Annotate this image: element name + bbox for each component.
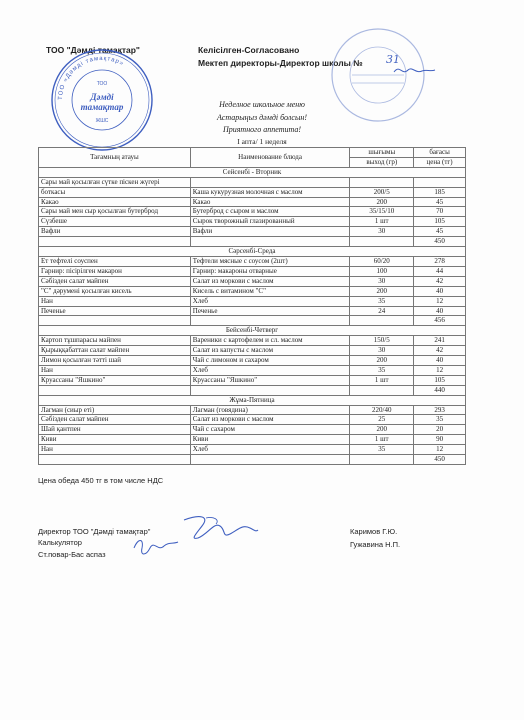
- dish-ru: Хлеб: [190, 296, 350, 306]
- dish-price: 70: [414, 207, 466, 217]
- total-empty: [190, 385, 350, 395]
- table-row: [39, 445, 466, 455]
- dish-price: 40: [414, 306, 466, 316]
- dish-price: 185: [414, 187, 466, 197]
- stamp-bottom: ЖШС: [95, 118, 109, 124]
- dish-kz: Печенье: [39, 306, 191, 316]
- total-empty: [350, 455, 414, 465]
- dish-kz: Киви: [39, 435, 191, 445]
- dish-kz: Нан: [39, 296, 191, 306]
- dish-price: 40: [414, 286, 466, 296]
- day-row: [39, 395, 466, 405]
- sig-director-title: Директор ТОО "Дәмді тамақтар": [38, 527, 151, 536]
- table-row: [39, 306, 466, 316]
- dish-price: 278: [414, 256, 466, 266]
- dish-output: 30: [350, 276, 414, 286]
- table-row: [39, 217, 466, 227]
- dish-kz: Сүзбеше: [39, 217, 191, 227]
- dish-ru: Чай с сахаром: [190, 425, 350, 435]
- stamp-ring-text: ТОО «Дәмді тамақтар»: [57, 55, 125, 101]
- dish-kz: Картоп тұшпарасы майпен: [39, 336, 191, 346]
- agreed-label: Келісілген-Согласовано: [198, 45, 300, 55]
- dish-kz: Вафли: [39, 227, 191, 237]
- table-row: [39, 266, 466, 276]
- col-header-price-ru: цена (тг): [414, 157, 466, 167]
- dish-ru: Хлеб: [190, 365, 350, 375]
- table-row: [39, 425, 466, 435]
- signature-director: [180, 512, 260, 544]
- dish-ru: Кисель с витамином "С": [190, 286, 350, 296]
- day-row: [39, 326, 466, 336]
- dish-price: 42: [414, 276, 466, 286]
- dish-kz: Круассаны "Яшкино": [39, 375, 191, 385]
- dish-price: 105: [414, 375, 466, 385]
- dish-output: 35: [350, 365, 414, 375]
- total-empty: [190, 455, 350, 465]
- dish-output: 200/5: [350, 187, 414, 197]
- menu-title: Неделное школьное меню: [219, 100, 305, 109]
- director-line: Мектеп директоры-Директор школы №: [198, 58, 363, 68]
- dish-kz: Лагман (сиыр еті): [39, 405, 191, 415]
- dish-output: 1 шт: [350, 375, 414, 385]
- dish-price: 12: [414, 296, 466, 306]
- dish-price: 20: [414, 425, 466, 435]
- dish-price: 40: [414, 356, 466, 366]
- total-empty: [39, 385, 191, 395]
- dish-price: 241: [414, 336, 466, 346]
- dish-output: 200: [350, 425, 414, 435]
- dish-ru: Салат из моркови с маслом: [190, 276, 350, 286]
- day-name: Сәрсенбі-Среда: [39, 247, 466, 257]
- day-row: [39, 247, 466, 257]
- table-row: [39, 365, 466, 375]
- day-row: [39, 167, 466, 177]
- dish-kz: "С" дәрумені қосылған кисель: [39, 286, 191, 296]
- dish-output: 1 шт: [350, 217, 414, 227]
- dish-price: 293: [414, 405, 466, 415]
- dish-output: 35: [350, 296, 414, 306]
- total-empty: [190, 237, 350, 247]
- dish-ru: Хлеб: [190, 445, 350, 455]
- dish-output: 220/40: [350, 405, 414, 415]
- signature-calculator: [130, 534, 182, 560]
- dish-ru: Каша кукурузная молочная с маслом: [190, 187, 350, 197]
- total-empty: [350, 316, 414, 326]
- stamp-center2: тамақтар: [80, 102, 124, 112]
- table-row: [39, 296, 466, 306]
- dish-ru: Салат из капусты с маслом: [190, 346, 350, 356]
- sig-cook-title: Ст.повар-Бас аспаз: [38, 550, 106, 559]
- day-total: 450: [414, 455, 466, 465]
- wish-ru: Приятного аппетита!: [222, 125, 302, 134]
- total-row: [39, 316, 466, 326]
- table-row: [39, 256, 466, 266]
- dish-kz: боткасы: [39, 187, 191, 197]
- table-row: [39, 346, 466, 356]
- dish-ru: Круассаны "Яшкино": [190, 375, 350, 385]
- director-signature: [392, 62, 437, 78]
- dish-kz: Нан: [39, 365, 191, 375]
- wish-kz: Астарыңыз дәмді болсын!: [217, 113, 307, 122]
- col-header-output-ru: выход (гр): [350, 157, 414, 167]
- day-name: Жұма-Пятница: [39, 395, 466, 405]
- table-row: [39, 177, 466, 187]
- total-row: [39, 455, 466, 465]
- total-empty: [350, 237, 414, 247]
- dish-output: [350, 177, 414, 187]
- day-total: 450: [414, 237, 466, 247]
- dish-ru: [190, 177, 350, 187]
- dish-price: 105: [414, 217, 466, 227]
- dish-output: 200: [350, 356, 414, 366]
- day-total: 456: [414, 316, 466, 326]
- total-empty: [39, 455, 191, 465]
- dish-ru: Гарнир: макароны отварные: [190, 266, 350, 276]
- dish-kz: Сары май қосылған сүтке піскен жүгері: [39, 177, 191, 187]
- table-row: [39, 415, 466, 425]
- total-empty: [39, 316, 191, 326]
- day-total: 440: [414, 385, 466, 395]
- day-name: Сейсенбі - Вторник: [39, 167, 466, 177]
- table-row: [39, 207, 466, 217]
- dish-ru: Вареники с картофелем и сл. маслом: [190, 336, 350, 346]
- sig-calc-name: Гужавина Н.П.: [350, 540, 401, 549]
- col-header-price-kz: бағасы: [414, 148, 466, 158]
- dish-output: 35/15/10: [350, 207, 414, 217]
- dish-output: 100: [350, 266, 414, 276]
- dish-kz: Сәбізден салат майпен: [39, 415, 191, 425]
- dish-ru: Киви: [190, 435, 350, 445]
- col-header-kz: Тағамның атауы: [39, 148, 191, 168]
- table-row: [39, 375, 466, 385]
- dish-price: [414, 177, 466, 187]
- dish-output: 24: [350, 306, 414, 316]
- dish-ru: Лагман (говядина): [190, 405, 350, 415]
- price-note: Цена обеда 450 тг в том числе НДС: [38, 476, 164, 485]
- dish-price: 45: [414, 227, 466, 237]
- dish-kz: Лимон қосылған тәтті шай: [39, 356, 191, 366]
- total-row: [39, 385, 466, 395]
- total-empty: [190, 316, 350, 326]
- dish-price: 12: [414, 365, 466, 375]
- table-row: [39, 227, 466, 237]
- stamp-center1: Дәмді: [90, 92, 114, 102]
- dish-kz: Сәбізден салат майпен: [39, 276, 191, 286]
- table-row: [39, 356, 466, 366]
- dish-price: 90: [414, 435, 466, 445]
- dish-ru: Бутерброд с сыром и маслом: [190, 207, 350, 217]
- sig-calc-title: Калькулятор: [38, 538, 82, 547]
- dish-price: 35: [414, 415, 466, 425]
- org-name: ТОО "Дәмді тамақтар": [46, 45, 140, 55]
- dish-output: 200: [350, 286, 414, 296]
- dish-kz: Гарнир: пісірілген макарон: [39, 266, 191, 276]
- dish-output: 60/20: [350, 256, 414, 266]
- table-header-row: [39, 148, 466, 158]
- dish-ru: Чай с лимоном и сахаром: [190, 356, 350, 366]
- dish-output: 30: [350, 227, 414, 237]
- dish-kz: Сары май мен сыр қосылған бутерброд: [39, 207, 191, 217]
- dish-ru: Какао: [190, 197, 350, 207]
- dish-ru: Сырок творожный глазированный: [190, 217, 350, 227]
- col-header-ru: Наименование блюда: [190, 148, 350, 168]
- dish-price: 44: [414, 266, 466, 276]
- table-row: [39, 405, 466, 415]
- dish-output: 200: [350, 197, 414, 207]
- dish-kz: Қырыққабаттан салат майпен: [39, 346, 191, 356]
- school-number: 31: [386, 53, 400, 66]
- dish-output: 35: [350, 445, 414, 455]
- table-row: [39, 187, 466, 197]
- dish-ru: Печенье: [190, 306, 350, 316]
- dish-kz: Какао: [39, 197, 191, 207]
- day-name: Бейсенбі-Четверг: [39, 326, 466, 336]
- dish-output: 25: [350, 415, 414, 425]
- col-header-output-kz: шығымы: [350, 148, 414, 158]
- dish-output: 150/5: [350, 336, 414, 346]
- total-empty: [39, 237, 191, 247]
- stamp-top: ТОО: [96, 81, 108, 87]
- total-empty: [350, 385, 414, 395]
- table-row: [39, 435, 466, 445]
- sig-director-name: Каримов Г.Ю.: [350, 527, 398, 536]
- table-row: [39, 286, 466, 296]
- dish-ru: Тефтели мясные с соусом (2шт): [190, 256, 350, 266]
- dish-ru: Салат из моркови с маслом: [190, 415, 350, 425]
- table-row: [39, 276, 466, 286]
- dish-price: 12: [414, 445, 466, 455]
- dish-kz: Шай қантпен: [39, 425, 191, 435]
- dish-price: 45: [414, 197, 466, 207]
- dish-output: 30: [350, 346, 414, 356]
- dish-kz: Ет тефтелі соуспен: [39, 256, 191, 266]
- table-row: [39, 197, 466, 207]
- dish-ru: Вафли: [190, 227, 350, 237]
- week-label: I апта/ 1 неделя: [237, 137, 287, 146]
- dish-price: 42: [414, 346, 466, 356]
- dish-output: 1 шт: [350, 435, 414, 445]
- menu-table: [38, 147, 466, 465]
- total-row: [39, 237, 466, 247]
- dish-kz: Нан: [39, 445, 191, 455]
- table-row: [39, 336, 466, 346]
